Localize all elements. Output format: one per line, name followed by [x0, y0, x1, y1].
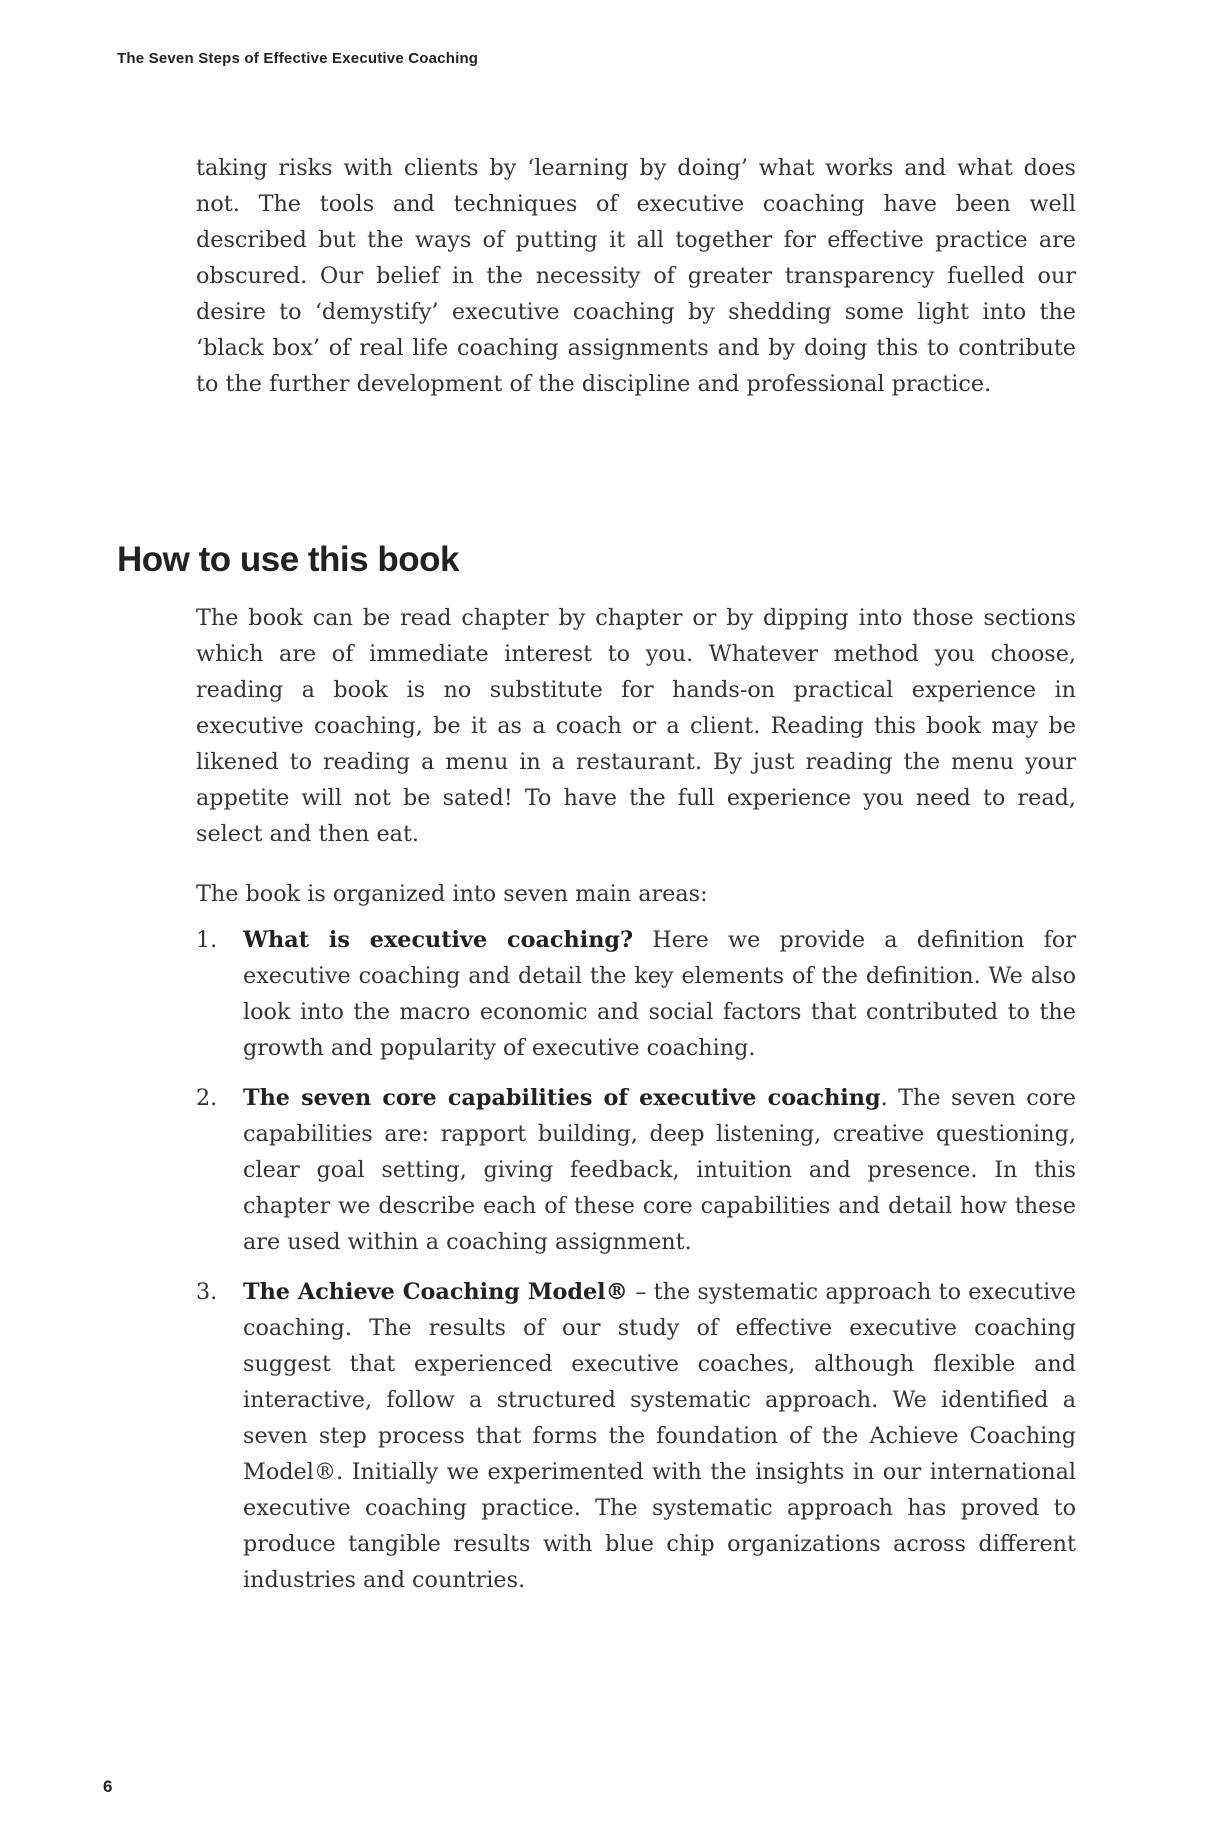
section-heading: How to use this book [117, 540, 459, 579]
list-item-text: Here we provide a definition for executive coaching and detail the key elements of the definition. We also look into the macro economic and social factors that contributed to the growth and popularity of executive coaching. [243, 927, 1076, 1061]
section-paragraph: The book can be read chapter by chapter or by dipping into those sections which are of immediate interest to you. Whatever method you choose, reading a book is no substitute for hands-on practical experience in executive coaching, be it as a coach or a client. Reading this book may be likened to reading a menu in a restaurant. By just reading the menu your appetite will not be sated! To have the full experience you need to read, select and then eat. [196, 605, 1076, 847]
page-number: 6 [103, 1777, 113, 1796]
list-item [196, 1080, 1076, 1260]
list-item-number: 3. [196, 1279, 218, 1305]
list-item-number: 2. [196, 1085, 218, 1111]
intro-paragraph: taking risks with clients by ‘learning by doing’ what works and what does not. The tools and techniques of executive coaching have been well described but the ways of putting it all together for effective practice are obscured. Our belief in the necessity of greater transparency fuelled our desire to ‘demystify’ executive coaching by shedding some light into the ‘black box’ of real life coaching assignments and by doing this to contribute to the further development of the discipline and professional practice. [196, 155, 1076, 397]
areas-list [196, 922, 1076, 1598]
list-item-text: – the systematic approach to executive coaching. The results of our study of effective executive coaching suggest that experienced executive coaches, although flexible and interactive, follow a structured systematic approach. We identified a seven step process that forms the foundation of the Achieve Coaching Model®. Initially we experimented with the insights in our international executive coaching practice. The systematic approach has proved to produce tangible results with blue chip organizations across different industries and countries. [243, 1279, 1077, 1593]
list-item-number: 1. [196, 927, 218, 953]
section-body [196, 600, 1076, 1612]
list-item [196, 1274, 1076, 1598]
list-item-title: The seven core capabilities of executive coaching [243, 1085, 881, 1111]
list-item-text: . The seven core capabilities are: rapport building, deep listening, creative questioning, clear goal setting, giving feedback, intuition and presence. In this chapter we describe each of these core capabilities and detail how these are used within a coaching assignment. [243, 1085, 1076, 1255]
intro-block [196, 150, 1076, 402]
list-item [196, 922, 1076, 1066]
list-lead-in: The book is organized into seven main areas: [196, 881, 708, 907]
list-item-title: What is executive coaching? [243, 927, 634, 953]
running-head: The Seven Steps of Effective Executive Coaching [117, 50, 479, 67]
list-item-title: The Achieve Coaching Model® [243, 1279, 628, 1305]
